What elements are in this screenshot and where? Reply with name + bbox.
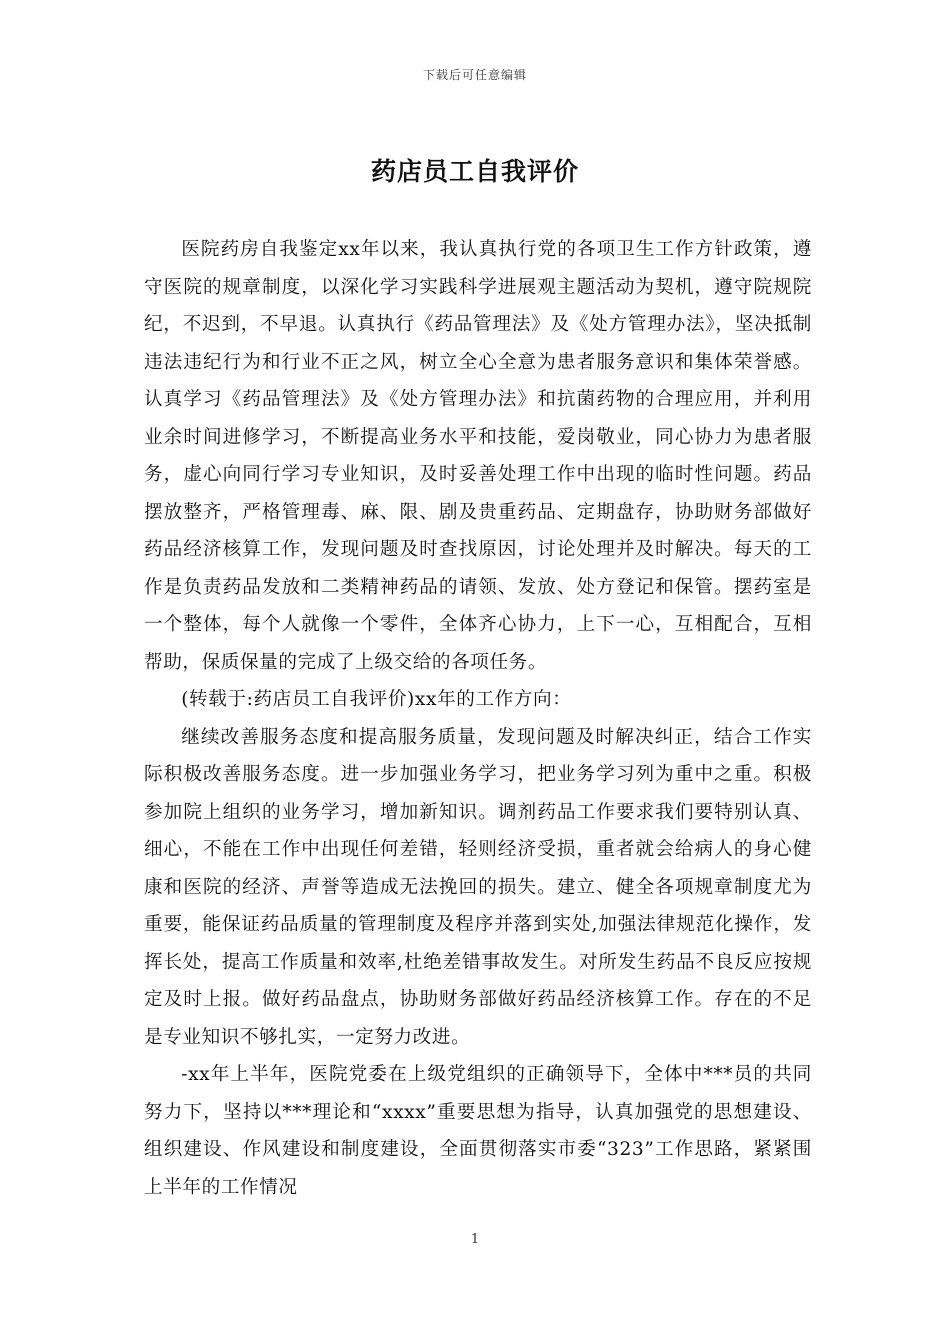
- document-title: 药店员工自我评价: [370, 157, 579, 186]
- paragraph-work-direction-heading: (转载于:药店员工自我评价)xx年的工作方向：: [181, 689, 572, 710]
- paragraph-first-half-year: -xx年上半年，医院党委在上级党组织的正确领导下，全体中***员的共同努力下，坚持以***理论和“xxxx”重要思想为指导，认真加强党的思想建设、组织建设、作风建设和制度建设，全面贯彻落实市委“323”工作思路，紧紧围上半年的工作情况: [144, 1064, 812, 1198]
- paragraph-work-direction: 继续改善服务态度和提高服务质量，发现问题及时解决纠正，结合工作实际积极改善服务态度。进一步加强业务学习，把业务学习列为重中之重。积极参加院上组织的业务学习，增加新知识。调剂药品工作要求我们要特别认真、细心，不能在工作中出现任何差错，轻则经济受损，重者就会给病人的身心健康和医院的经济、声誉等造成无法挽回的损失。建立、健全各项规章制度尤为重要，能保证药品质量的管理制度及程序并落到实处,加强法律规范化操作，发挥长处，提高工作质量和效率,杜绝差错事故发生。对所发生药品不良反应按规定及时上报。做好药品盘点，协助财务部做好药品经济核算工作。存在的不足是专业知识不够扎实，一定努力改进。: [144, 726, 812, 1048]
- paragraph-self-assessment: 医院药房自我鉴定xx年以来，我认真执行党的各项卫生工作方针政策，遵守医院的规章制度，以深化学习实践科学进展观主题活动为契机，遵守院规院纪，不迟到，不早退。认真执行《药品管理法》及《处方管理办法》，坚决抵制违法违纪行为和行业不正之风，树立全心全意为患者服务意识和集体荣誉感。认真学习《药品管理法》及《处方管理办法》和抗菌药物的合理应用，并利用业余时间进修学习，不断提高业务水平和技能，爱岗敬业，同心协力为患者服务，虚心向同行学习专业知识，及时妥善处理工作中出现的临时性问题。药品摆放整齐，严格管理毒、麻、限、剧及贵重药品、定期盘存，协助财务部做好药品经济核算工作，发现问题及时查找原因，讨论处理并及时解决。每天的工作是负责药品发放和二类精神药品的请领、发放、处方登记和保管。摆药室是一个整体，每个人就像一个零件，全体齐心协力，上下一心，互相配合，互相帮助，保质保量的完成了上级交给的各项任务。: [144, 239, 812, 673]
- page-number: 1: [470, 1232, 480, 1247]
- document-body: [144, 231, 812, 1206]
- page-header-note: 下载后可任意编辑: [422, 68, 527, 82]
